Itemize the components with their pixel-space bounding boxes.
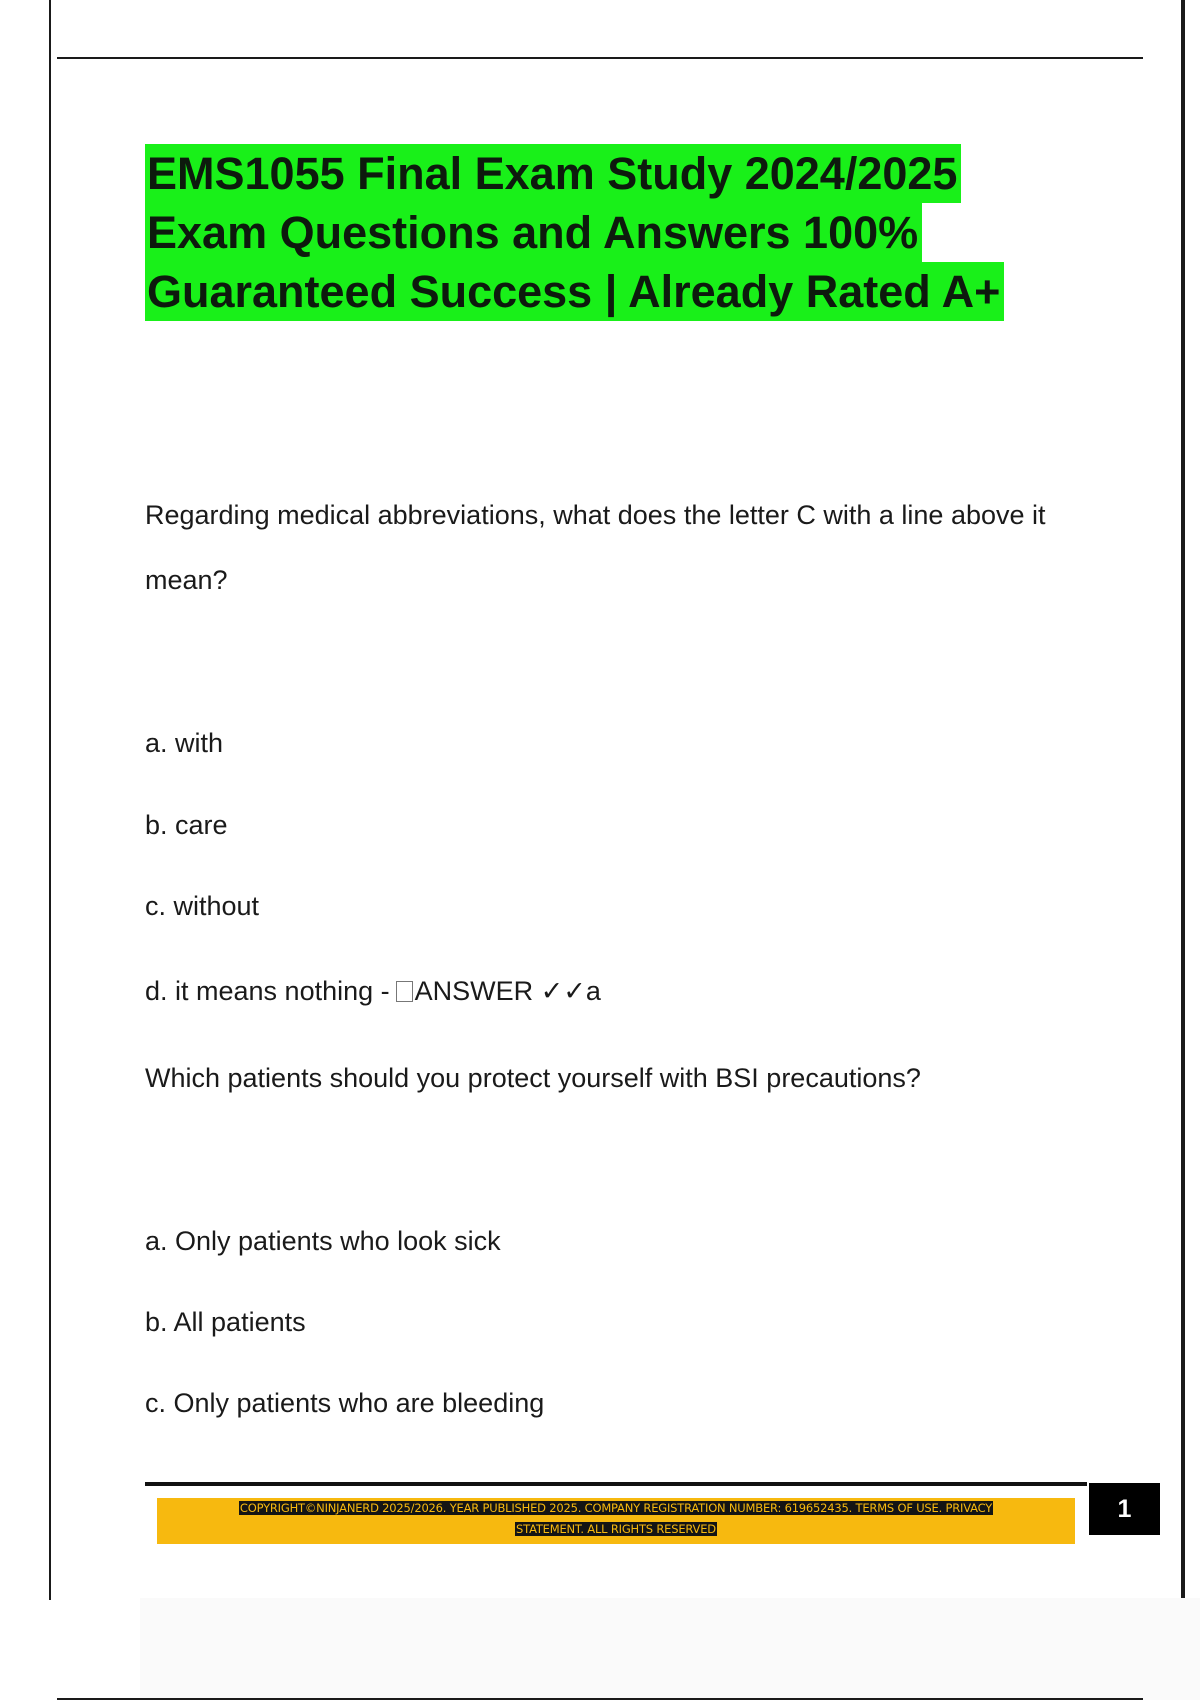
page-border-left	[49, 0, 51, 1600]
question-2-option-a: a. Only patients who look sick	[145, 1226, 501, 1256]
question-2-text: Which patients should you protect yourself with BSI precautions?	[145, 1063, 921, 1093]
header-rule	[57, 57, 1143, 59]
page-border-right	[1181, 0, 1185, 1600]
question-1-answer: ANSWER ✓✓a	[414, 976, 601, 1006]
question-1-text: Regarding medical abbreviations, what does the letter C with a line above it mean?	[145, 500, 1046, 595]
question-1-option-d	[145, 974, 601, 1008]
title-line-3: Guaranteed Success | Already Rated A+	[145, 262, 1004, 321]
question-1-option-d-label: d. it means nothing -	[145, 976, 390, 1006]
page-number: 1	[1089, 1483, 1160, 1535]
copyright-line-1: COPYRIGHT©NINJANERD 2025/2026. YEAR PUBLISHED 2025. COMPANY REGISTRATION NUMBER: 619652435. TERMS OF USE. PRIVACY	[239, 1501, 993, 1515]
footer-rule	[145, 1482, 1087, 1486]
next-page-edge	[140, 1598, 1200, 1700]
title-line-1: EMS1055 Final Exam Study 2024/2025	[145, 144, 961, 203]
document-title	[145, 144, 1145, 321]
answer-box-icon	[396, 981, 413, 1002]
question-1-option-c: c. without	[145, 891, 260, 921]
question-1-option-b: b. care	[145, 810, 228, 840]
copyright-line-2: STATEMENT. ALL RIGHTS RESERVED	[516, 1522, 716, 1536]
title-line-2: Exam Questions and Answers 100%	[145, 203, 922, 262]
copyright-footer	[157, 1498, 1075, 1544]
question-2-option-c: c. Only patients who are bleeding	[145, 1388, 545, 1418]
question-2-option-b: b. All patients	[145, 1307, 306, 1337]
question-1-option-a: a. with	[145, 728, 224, 758]
